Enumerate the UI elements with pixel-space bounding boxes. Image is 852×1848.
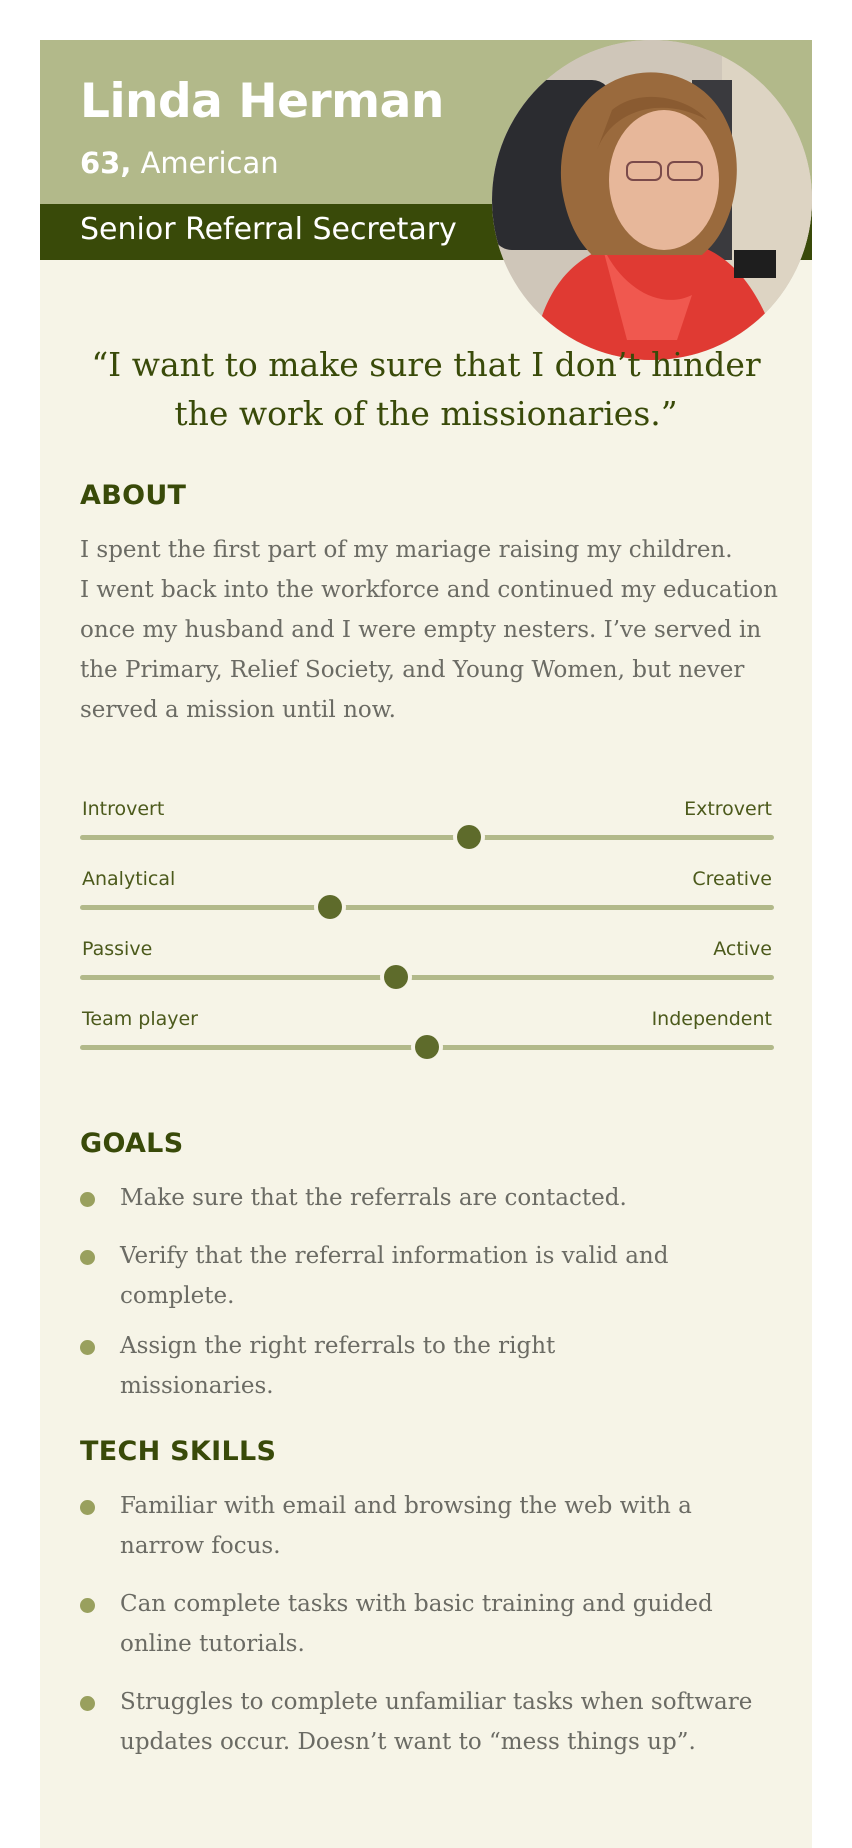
list-item bbox=[80, 1486, 760, 1566]
skill-text: Familiar with email and browsing the web with a narrow focus. bbox=[120, 1493, 692, 1559]
trait-slider-introvert-extrovert bbox=[80, 798, 774, 858]
list-item bbox=[80, 1326, 670, 1406]
persona-quote: “I want to make sure that I don’t hinder the work of the missionaries.” bbox=[91, 345, 761, 433]
trait-right-label: Creative bbox=[692, 868, 772, 890]
trait-slider-teamplayer-independent bbox=[80, 1008, 774, 1068]
slider-track bbox=[80, 835, 774, 840]
bullet-dot bbox=[80, 1340, 95, 1355]
tech-skills-heading: TECH SKILLS bbox=[80, 1436, 277, 1467]
list-item bbox=[80, 1682, 760, 1762]
trait-slider-passive-active bbox=[80, 938, 774, 998]
slider-knob bbox=[457, 825, 481, 849]
goal-text: Assign the right referrals to the right missionaries. bbox=[120, 1333, 556, 1399]
about-line-2: I went back into the workforce and continued my education once my husband and I were empty nesters. I’ve served in the Primary, Relief Society, and Young Women, but never served a mission until now. bbox=[80, 577, 778, 723]
trait-left-label: Introvert bbox=[82, 798, 165, 820]
goals-list bbox=[80, 1178, 670, 1406]
bullet-dot bbox=[80, 1500, 95, 1515]
goal-text: Verify that the referral information is valid and complete. bbox=[120, 1243, 669, 1309]
tech-skills-list bbox=[80, 1486, 760, 1762]
persona-card bbox=[40, 40, 812, 1848]
persona-nationality: American bbox=[140, 146, 279, 180]
list-item bbox=[80, 1584, 760, 1664]
trait-left-label: Team player bbox=[82, 1008, 198, 1030]
about-text bbox=[80, 530, 790, 730]
persona-age: 63, bbox=[80, 146, 132, 180]
persona-photo bbox=[492, 40, 812, 360]
persona-role: Senior Referral Secretary bbox=[80, 212, 457, 247]
trait-left-label: Analytical bbox=[82, 868, 176, 890]
slider-track bbox=[80, 905, 774, 910]
persona-name: Linda Herman bbox=[80, 74, 444, 129]
bullet-dot bbox=[80, 1696, 95, 1711]
skill-text: Struggles to complete unfamiliar tasks when software updates occur. Doesn’t want to “mess things up”. bbox=[120, 1689, 753, 1755]
trait-slider-analytical-creative bbox=[80, 868, 774, 928]
list-item bbox=[80, 1178, 670, 1218]
slider-knob bbox=[384, 965, 408, 989]
slider-knob bbox=[415, 1035, 439, 1059]
goals-heading: GOALS bbox=[80, 1128, 184, 1159]
trait-right-label: Independent bbox=[651, 1008, 772, 1030]
trait-left-label: Passive bbox=[82, 938, 153, 960]
trait-right-label: Extrovert bbox=[684, 798, 772, 820]
bullet-dot bbox=[80, 1598, 95, 1613]
about-heading: ABOUT bbox=[80, 480, 187, 511]
persona-subtitle bbox=[80, 146, 279, 180]
slider-knob bbox=[318, 895, 342, 919]
goal-text: Make sure that the referrals are contacted. bbox=[120, 1185, 627, 1211]
trait-right-label: Active bbox=[713, 938, 772, 960]
bullet-dot bbox=[80, 1192, 95, 1207]
about-line-1: I spent the first part of my mariage raising my children. bbox=[80, 537, 733, 563]
list-item bbox=[80, 1236, 670, 1316]
bullet-dot bbox=[80, 1250, 95, 1265]
slider-track bbox=[80, 975, 774, 980]
skill-text: Can complete tasks with basic training and guided online tutorials. bbox=[120, 1591, 713, 1657]
